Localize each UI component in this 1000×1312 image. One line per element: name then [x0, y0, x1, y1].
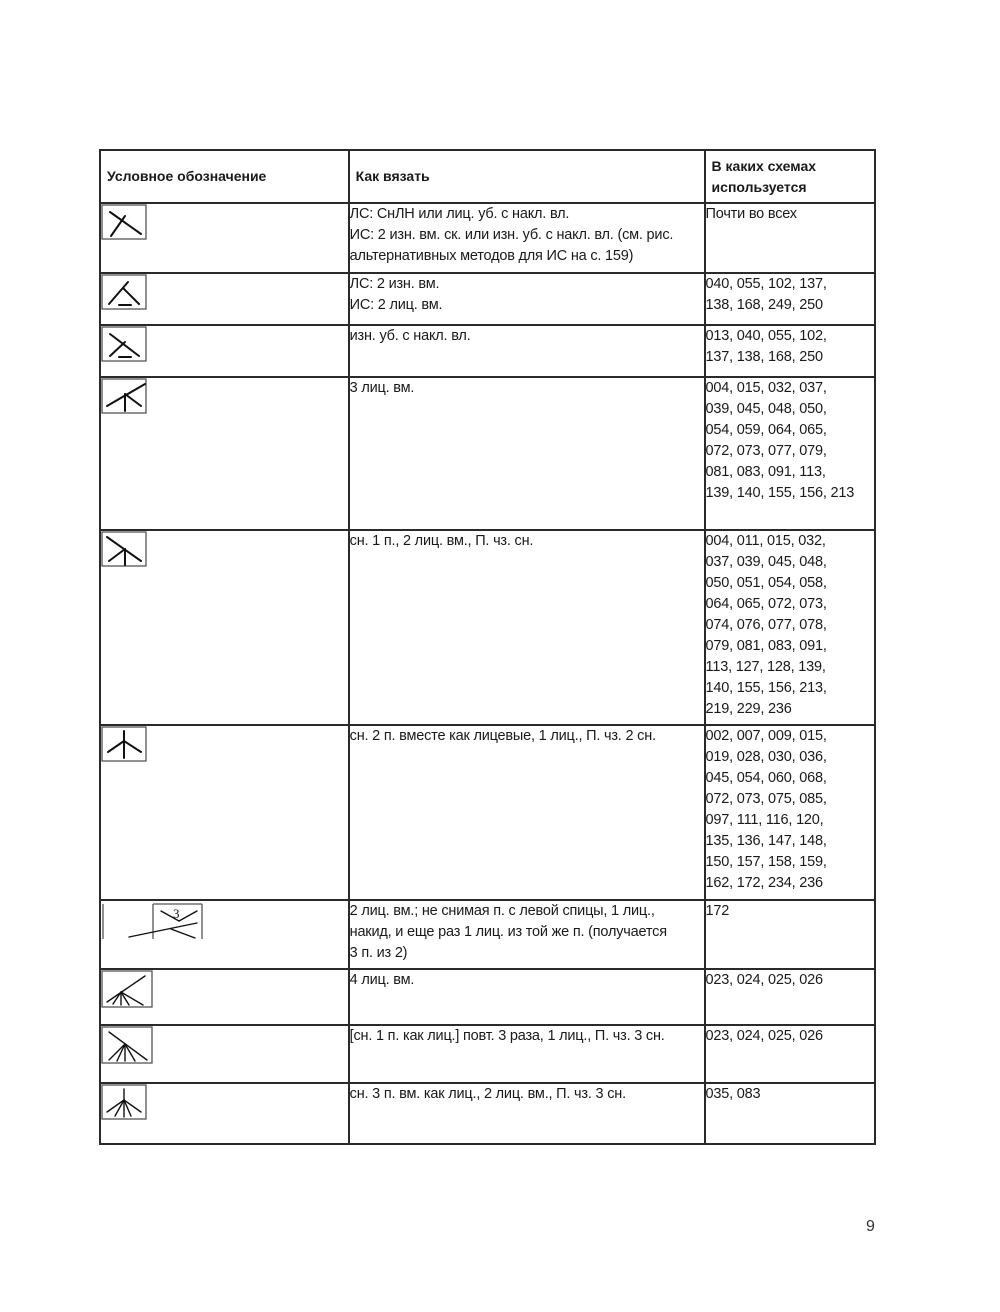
used-in-charts-cell	[705, 900, 875, 969]
how-to-knit-line: альтернативных методов для ИС на с. 159)	[349, 248, 634, 264]
page-number: 9	[866, 1218, 875, 1235]
table-header-row	[100, 150, 875, 203]
how-to-knit-cell	[349, 203, 705, 273]
chart-numbers-line: 150, 157, 158, 159,	[705, 854, 827, 870]
how-to-knit-line: ЛС: 2 изн. вм.	[349, 276, 440, 292]
chart-numbers-line: 004, 015, 032, 037,	[705, 380, 827, 396]
how-to-knit-line: сн. 3 п. вм. как лиц., 2 лиц. вм., П. чз. 3 сн.	[349, 1086, 626, 1102]
header-symbol: Условное обозначение	[100, 150, 349, 203]
right-slanting-decrease-symbol-icon	[101, 204, 348, 240]
chart-numbers-line: 137, 138, 168, 250	[705, 349, 823, 365]
symbol-cell	[100, 725, 349, 900]
used-in-charts-cell	[705, 969, 875, 1025]
used-in-charts-cell	[705, 325, 875, 377]
chart-numbers-line: 139, 140, 155, 156, 213	[705, 485, 855, 501]
chart-numbers-line: 079, 081, 083, 091,	[705, 638, 827, 654]
how-to-knit-line: ИС: 2 изн. вм. ск. или изн. уб. с накл. вл. (см. рис.	[349, 227, 674, 243]
how-to-knit-line: ИС: 2 лиц. вм.	[349, 297, 443, 313]
table-row	[100, 969, 875, 1025]
used-in-charts-cell	[705, 530, 875, 725]
symbol-cell	[100, 377, 349, 530]
chart-numbers-line: 023, 024, 025, 026	[705, 972, 823, 988]
how-to-knit-line: 3 п. из 2)	[349, 945, 408, 961]
chart-numbers-line: Почти во всех	[705, 206, 797, 222]
how-to-knit-line: [сн. 1 п. как лиц.] повт. 3 раза, 1 лиц., П. чз. 3 сн.	[349, 1028, 665, 1044]
purl-two-together-symbol-icon	[101, 274, 348, 310]
chart-numbers-line: 023, 024, 025, 026	[705, 1028, 823, 1044]
header-used-line2: используется	[711, 178, 807, 195]
used-in-charts-cell	[705, 1025, 875, 1083]
how-to-knit-cell	[349, 1025, 705, 1083]
centered-quadruple-decrease-symbol-icon	[101, 1084, 348, 1120]
used-in-charts-cell	[705, 377, 875, 530]
chart-numbers-line: 013, 040, 055, 102,	[705, 328, 827, 344]
how-to-knit-cell	[349, 1083, 705, 1144]
chart-numbers-line: 074, 076, 077, 078,	[705, 617, 827, 633]
chart-numbers-line: 050, 051, 054, 058,	[705, 575, 827, 591]
table-row	[100, 203, 875, 273]
how-to-knit-line: ЛС: СнЛН или лиц. уб. с накл. вл.	[349, 206, 570, 222]
chart-numbers-line: 064, 065, 072, 073,	[705, 596, 827, 612]
used-in-charts-cell	[705, 725, 875, 900]
table-row	[100, 273, 875, 325]
chart-numbers-line: 040, 055, 102, 137,	[705, 276, 827, 292]
three-from-two-symbol-icon	[101, 901, 348, 941]
how-to-knit-cell	[349, 725, 705, 900]
used-in-charts-cell	[705, 203, 875, 273]
symbol-cell	[100, 900, 349, 969]
chart-numbers-line: 162, 172, 234, 236	[705, 875, 823, 891]
chart-numbers-line: 039, 045, 048, 050,	[705, 401, 827, 417]
symbol-cell	[100, 325, 349, 377]
header-used-in-charts	[705, 150, 875, 203]
table-row	[100, 530, 875, 725]
chart-numbers-line: 019, 028, 030, 036,	[705, 749, 827, 765]
chart-numbers-line: 135, 136, 147, 148,	[705, 833, 827, 849]
used-in-charts-cell	[705, 1083, 875, 1144]
slip-three-knit-one-pass-symbol-icon	[101, 1026, 348, 1064]
table-row	[100, 1083, 875, 1144]
chart-numbers-line: 081, 083, 091, 113,	[705, 464, 826, 480]
chart-numbers-line: 035, 083	[705, 1086, 761, 1102]
knitting-symbols-table	[99, 149, 876, 1145]
symbol-cell	[100, 969, 349, 1025]
chart-numbers-line: 054, 059, 064, 065,	[705, 422, 827, 438]
symbol-cell	[100, 273, 349, 325]
symbol-cell	[100, 203, 349, 273]
how-to-knit-line: изн. уб. с накл. вл.	[349, 328, 471, 344]
chart-numbers-line: 140, 155, 156, 213,	[705, 680, 827, 696]
header-used-line1: В каких схемах	[711, 157, 817, 174]
symbol-cell	[100, 530, 349, 725]
how-to-knit-cell	[349, 900, 705, 969]
table-row	[100, 377, 875, 530]
how-to-knit-cell	[349, 273, 705, 325]
how-to-knit-cell	[349, 530, 705, 725]
how-to-knit-line: 4 лиц. вм.	[349, 972, 415, 988]
table-row	[100, 900, 875, 969]
how-to-knit-line: 3 лиц. вм.	[349, 380, 415, 396]
how-to-knit-line: сн. 1 п., 2 лиц. вм., П. чз. сн.	[349, 533, 534, 549]
purl-slip-decrease-symbol-icon	[101, 326, 348, 362]
slip-knit-two-pass-symbol-icon	[101, 531, 348, 567]
table-row	[100, 725, 875, 900]
symbol-number-label: 3	[173, 906, 180, 921]
knit-four-together-symbol-icon	[101, 970, 348, 1008]
table-row	[100, 325, 875, 377]
how-to-knit-line: 2 лиц. вм.; не снимая п. с левой спицы, 1 лиц.,	[349, 903, 655, 919]
chart-numbers-line: 113, 127, 128, 139,	[705, 659, 826, 675]
symbol-cell	[100, 1025, 349, 1083]
centered-double-decrease-symbol-icon	[101, 726, 348, 762]
chart-numbers-line: 172	[705, 903, 730, 919]
how-to-knit-cell	[349, 325, 705, 377]
chart-numbers-line: 072, 073, 077, 079,	[705, 443, 827, 459]
how-to-knit-cell	[349, 377, 705, 530]
chart-numbers-line: 219, 229, 236	[705, 701, 792, 717]
table-row	[100, 1025, 875, 1083]
chart-numbers-line: 037, 039, 045, 048,	[705, 554, 827, 570]
chart-numbers-line: 097, 111, 116, 120,	[705, 812, 824, 828]
chart-numbers-line: 004, 011, 015, 032,	[705, 533, 826, 549]
chart-numbers-line: 002, 007, 009, 015,	[705, 728, 827, 744]
used-in-charts-cell	[705, 273, 875, 325]
how-to-knit-line: накид, и еще раз 1 лиц. из той же п. (получается	[349, 924, 667, 940]
how-to-knit-cell	[349, 969, 705, 1025]
symbol-cell	[100, 1083, 349, 1144]
chart-numbers-line: 138, 168, 249, 250	[705, 297, 823, 313]
knit-three-together-symbol-icon	[101, 378, 348, 414]
header-how-to-knit: Как вязать	[349, 150, 705, 203]
chart-numbers-line: 072, 073, 075, 085,	[705, 791, 827, 807]
chart-numbers-line: 045, 054, 060, 068,	[705, 770, 827, 786]
how-to-knit-line: сн. 2 п. вместе как лицевые, 1 лиц., П. чз. 2 сн.	[349, 728, 656, 744]
